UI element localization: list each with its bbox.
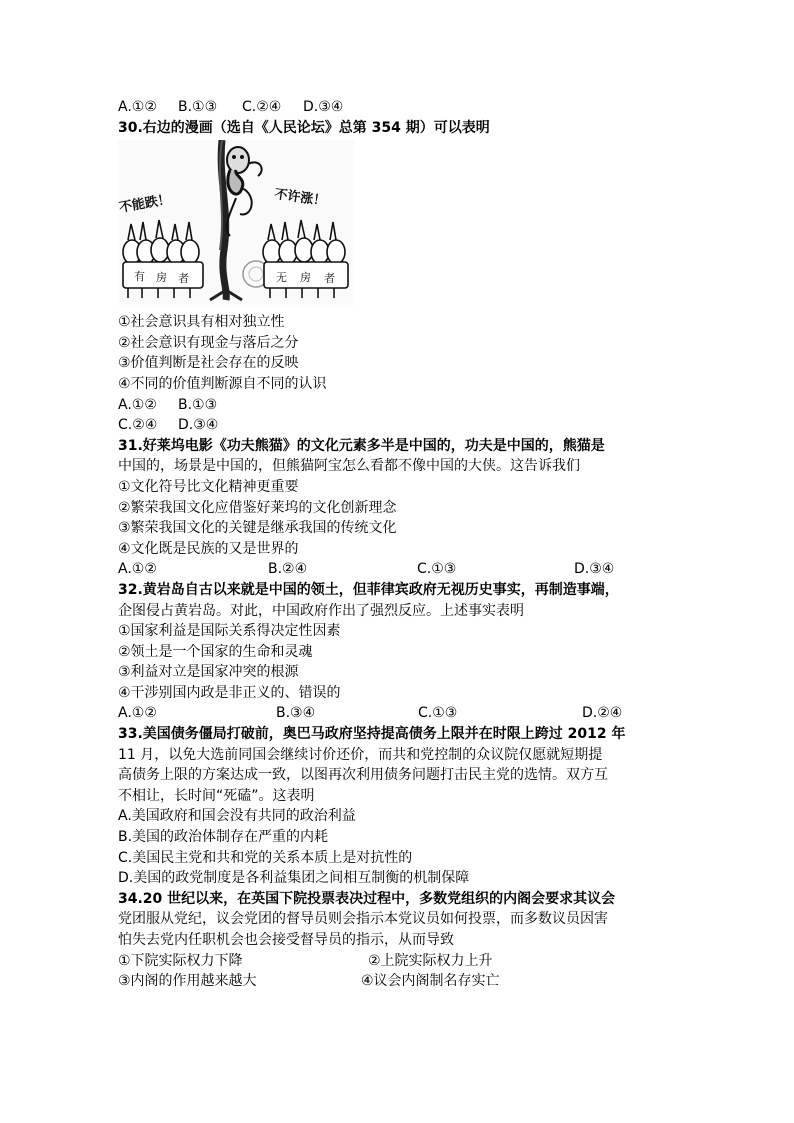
q30-item-2: ②社会意识有现金与落后之分: [118, 334, 299, 351]
q34-stem-line-3: 怕失去党内任职机会也会接受督导员的指示，从而导致: [118, 932, 454, 948]
q34-stem-line-1: 34.20 世纪以来，在英国下院投票表决过程中，多数党组织的内阁会要求其议会: [118, 890, 616, 907]
q30-cartoon-image: [118, 140, 354, 305]
q33-option-d: D.美国的政党制度是各利益集团之间相互制衡的机制保障: [118, 870, 470, 887]
q30-cartoon-container: [118, 140, 678, 308]
q31-options: [118, 559, 678, 580]
q33-option-a: A.美国政府和国会没有共同的政治利益: [118, 808, 356, 825]
q33-option-b: B.美国的政治体制存在严重的内耗: [118, 829, 329, 846]
exam-page: [118, 97, 678, 992]
q32-options: [118, 703, 678, 724]
q31-item-1: ①文化符号比文化精神更重要: [118, 478, 299, 495]
q31-option-a: A.①②: [118, 561, 157, 578]
q33-stem-line-2: 11 月，以免大选前同国会继续讨价还价，而共和党控制的众议院仅愿就短期提: [118, 746, 603, 763]
q30-option-c: C.②④: [118, 417, 158, 434]
q34-stem-line-2: 党团服从党纪，议会党团的督导员则会指示本党议员如何投票，而多数议员因害: [118, 911, 608, 928]
q33-stem-line-4: 不相让，长时间“死磕”。这表明: [118, 787, 315, 804]
q34-items-row-2: [118, 971, 678, 992]
q32-item-2: ②领土是一个国家的生命和灵魂: [118, 643, 313, 660]
q30-item-1: ①社会意识具有相对独立性: [118, 314, 285, 331]
q32-stem-line-1: 32.黄岩岛自古以来就是中国的领土，但菲律宾政府无视历史事实，再制造事端，: [118, 581, 619, 598]
q32-option-c: C.①③: [418, 705, 458, 722]
q30-item-3: ③价值判断是社会存在的反映: [118, 355, 299, 372]
cartoon-text-left: 不能跌！: [118, 192, 172, 217]
q31-item-2: ②繁荣我国文化应借鉴好莱坞的文化创新理念: [118, 499, 397, 516]
cartoon-text-right: 不许涨！: [273, 187, 328, 210]
sign-left-char-3: 者: [178, 272, 189, 286]
sign-right-char-1: 无: [276, 271, 287, 285]
q30-options-row-2: [118, 415, 678, 436]
q32-item-3: ③利益对立是国家冲突的根源: [118, 664, 299, 681]
sign-left-char-1: 有: [134, 270, 145, 284]
q30-option-a: A.①②: [118, 396, 157, 413]
q29-option-b: B.①③: [178, 99, 218, 115]
sign-right-char-3: 者: [324, 272, 335, 286]
q31-stem-line-2: 中国的，场景是中国的，但熊猫阿宝怎么看都不像中国的大侠。这告诉我们: [118, 458, 580, 475]
q30-option-d: D.③④: [178, 417, 219, 434]
q32-item-1: ①国家利益是国际关系得决定性因素: [118, 623, 341, 640]
q32-option-a: A.①②: [118, 705, 157, 722]
q30-options-row-1: [118, 395, 678, 416]
q30-option-b: B.①③: [178, 396, 218, 413]
q29-option-c: C.②④: [242, 99, 282, 115]
q34-items-row-1: [118, 951, 678, 972]
q30-item-4: ④不同的价值判断源自不同的认识: [118, 375, 327, 392]
q34-item-1: ①下院实际权力下降: [118, 952, 243, 969]
q33-stem-line-3: 高债务上限的方案达成一致，以图再次利用债务问题打击民主党的选情。双方互: [118, 767, 608, 784]
q34-item-3: ③内阁的作用越来越大: [118, 973, 257, 990]
q29-options: [118, 97, 678, 118]
q34-item-4: ④议会内阁制名存实亡: [361, 973, 500, 990]
sign-left-char-2: 房: [156, 271, 167, 285]
q31-option-b: B.②④: [268, 561, 308, 578]
q33-stem-line-1: 33.美国债务僵局打破前，奥巴马政府坚持提高债务上限并在时限上跨过 2012 年: [118, 726, 626, 743]
q32-stem-line-2: 企图侵占黄岩岛。对此，中国政府作出了强烈反应。上述事实表明: [118, 602, 524, 619]
q31-item-3: ③繁荣我国文化的关键是继承我国的传统文化: [118, 520, 397, 537]
q32-option-b: B.③④: [276, 705, 316, 722]
q31-item-4: ④文化既是民族的又是世界的: [118, 540, 299, 557]
q32-item-4: ④干涉别国内政是非正义的、错误的: [118, 684, 341, 701]
q30-stem: 30.右边的漫画（选自《人民论坛》总第 354 期）可以表明: [118, 119, 490, 136]
sign-right-char-2: 房: [300, 271, 311, 285]
q31-stem-line-1: 31.好莱坞电影《功夫熊猫》的文化元素多半是中国的，功夫是中国的，熊猫是: [118, 437, 605, 454]
q33-option-c: C.美国民主党和共和党的关系本质上是对抗性的: [118, 849, 413, 866]
q29-option-d: D.③④: [303, 99, 344, 115]
q32-option-d: D.②④: [582, 705, 623, 722]
q31-option-d: D.③④: [574, 561, 615, 578]
q29-option-a: A.①②: [118, 99, 157, 115]
q34-item-2: ②上院实际权力上升: [368, 952, 493, 969]
q31-option-c: C.①③: [417, 561, 457, 578]
